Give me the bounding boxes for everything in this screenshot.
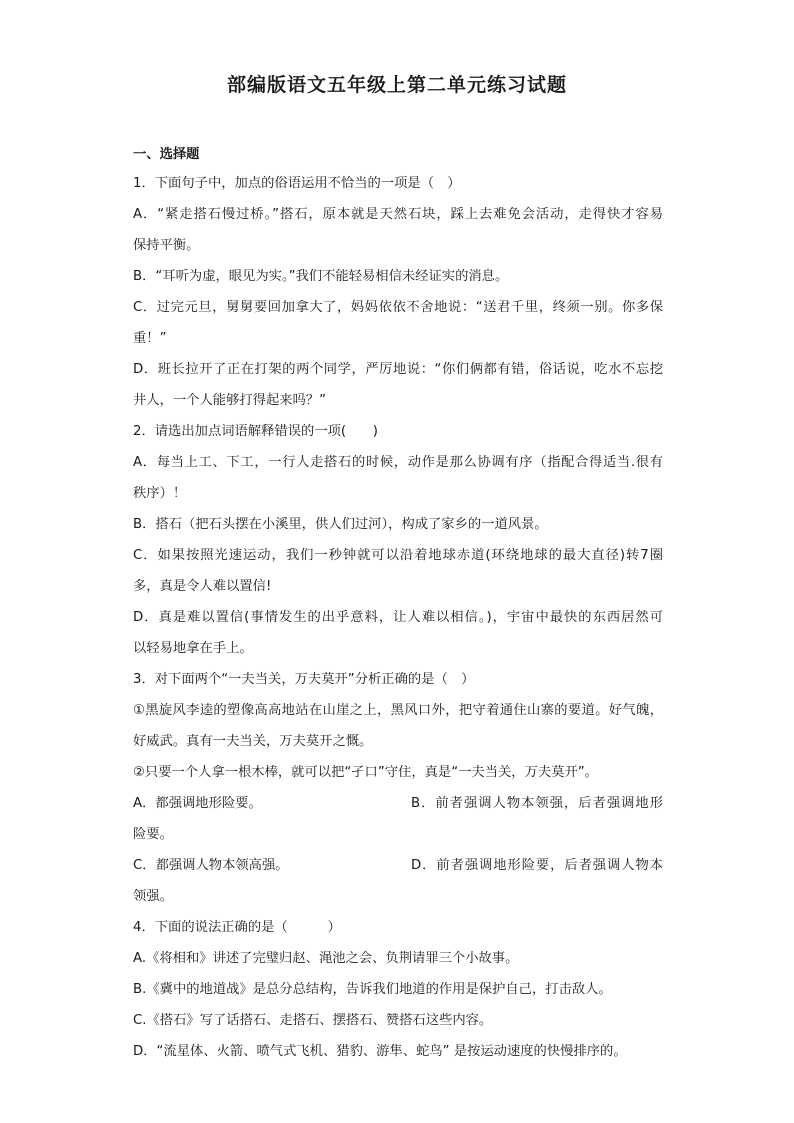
option-c-cont: 多，真是令人难以置信! <box>133 579 272 594</box>
option-d-cont: 井人，一个人能够打得起来吗？” <box>133 393 327 408</box>
option-a: A．“紧走搭石慢过桥。”搭石，原本就是天然石块，踩上去难免会活动，走得快才容易 <box>133 207 663 222</box>
option-b-cont: 险要。 <box>133 827 173 842</box>
sentence-1-cont: 好威武。真有一夫当关，万夫莫开之慨。 <box>133 734 373 749</box>
option-c: C．都强调人物本领高强。 <box>133 858 289 873</box>
option-d-cont: 以轻易地拿在手上。 <box>133 641 253 656</box>
question-4 <box>133 912 663 1067</box>
exercise-content <box>133 145 663 1067</box>
options-row-2 <box>133 850 663 881</box>
option-b: B．前者强调人物本领强，后者强调地形 <box>411 796 663 811</box>
option-d: D．“流星体、火箭、喷气式飞机、猎豹、游隼、蛇鸟” 是按运动速度的快慢排序的。 <box>133 1044 627 1059</box>
option-d: D．真是难以置信(事情发生的出乎意料，让人难以相信。)，宇宙中最快的东西居然可 <box>133 610 663 625</box>
sentence-2: ②只要一个人拿一根木棒，就可以把“孑口”守住，真是“一夫当关，万夫莫开”。 <box>133 765 598 780</box>
option-c: C．过完元旦，舅舅要回加拿大了，妈妈依依不舍地说：“送君千里，终须一别。你多保 <box>133 300 663 315</box>
question-3 <box>133 664 663 912</box>
question-stem: 4．下面的说法正确的是（ ） <box>133 920 341 935</box>
page-title: 部编版语文五年级上第二单元练习试题 <box>226 74 567 96</box>
option-c: C．如果按照光速运动，我们一秒钟就可以沿着地球赤道(环绕地球的最大直径)转7圈 <box>133 548 663 563</box>
option-a: A．都强调地形险要。 <box>133 796 262 811</box>
option-c: C.《搭石》写了话搭石、走搭石、摆搭石、赞搭石这些内容。 <box>133 1013 493 1028</box>
options-row-1 <box>133 788 663 819</box>
question-2 <box>133 416 663 664</box>
option-b: B．搭石（把石头摆在小溪里，供人们过河），构成了家乡的一道风景。 <box>133 517 548 532</box>
option-d: D．班长拉开了正在打架的两个同学，严厉地说：“你们俩都有错，俗话说，吃水不忘挖 <box>133 362 663 377</box>
question-stem: 2．请选出加点词语解释错误的一项( ) <box>133 424 378 439</box>
option-d-cont: 领强。 <box>133 889 173 904</box>
sentence-1: ①黑旋风李逵的塑像高高地站在山崖之上，黑风口外，把守着通住山寨的要道。好气魄， <box>133 703 663 718</box>
question-stem: 3．对下面两个“一夫当关，万夫莫开”分析正确的是（ ） <box>133 672 475 687</box>
option-b: B.《冀中的地道战》是总分总结构，告诉我们地道的作用是保护自己，打击敌人。 <box>133 982 612 997</box>
question-1 <box>133 168 663 416</box>
question-stem: 1．下面句子中，加点的俗语运用不恰当的一项是（ ） <box>133 176 461 191</box>
option-c-cont: 重！” <box>133 331 167 346</box>
option-a: A．每当上工、下工，一行人走搭石的时候，动作是那么协调有序（指配合得适当.很有 <box>133 455 663 470</box>
option-d: D．前者强调地形险要，后者强调人物本 <box>411 858 663 873</box>
option-b: B．“耳听为虚，眼见为实。”我们不能轻易相信未经证实的消息。 <box>133 269 509 284</box>
option-a: A.《将相和》讲述了完璧归赵、渑池之会、负荆请罪三个小故事。 <box>133 951 519 966</box>
option-a-cont: 保持平衡。 <box>133 238 200 253</box>
option-a-cont: 秩序）！ <box>133 486 187 501</box>
section-heading: 一、选择题 <box>133 147 200 162</box>
